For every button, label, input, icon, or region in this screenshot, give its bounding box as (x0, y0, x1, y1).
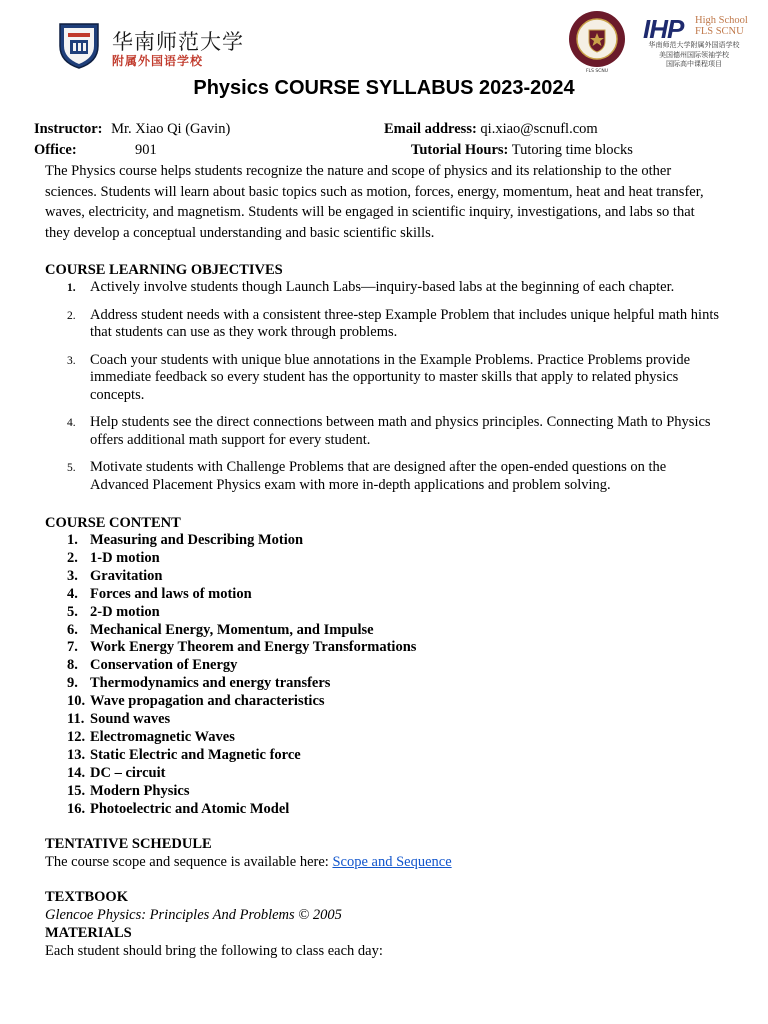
objective-text: Help students see the direct connections between math and physics principles. Connecting Math to Physics offers additional math support for every student. (90, 414, 711, 448)
page-title: Physics COURSE SYLLABUS 2023-2024 (193, 77, 575, 99)
schedule-line (45, 854, 452, 871)
content-text: 1-D motion (90, 549, 160, 566)
content-text: Conservation of Energy (90, 657, 238, 674)
objective-number: 5. (67, 462, 76, 474)
content-text: Gravitation (90, 567, 163, 584)
ihp-logo-side (695, 15, 748, 37)
content-item (45, 550, 416, 568)
content-item (45, 568, 416, 586)
instructor-label: Instructor: (34, 121, 103, 137)
school-sub-cn: 附属外国语学校 (112, 54, 204, 68)
objective-text: Motivate students with Challenge Problems that are designed after the open-ended questions on the Advanced Placement Physics exam with more in-depth applications and problem solving. (90, 459, 667, 493)
materials-heading: MATERIALS (45, 925, 132, 941)
content-item (45, 711, 416, 729)
content-text: Photoelectric and Atomic Model (90, 800, 290, 817)
instructor-line (34, 121, 230, 138)
content-item (45, 532, 416, 550)
schedule-text: The course scope and sequence is available here: (45, 854, 333, 870)
objective-item (45, 279, 725, 297)
objective-item (45, 414, 725, 449)
ihp-cn-line: 国际高中课程项目 (666, 60, 722, 68)
instructor-value: Mr. Xiao Qi (Gavin) (111, 121, 231, 137)
content-item (45, 693, 416, 711)
tutorial-line (411, 142, 633, 159)
content-number: 12. (67, 728, 86, 745)
content-number: 15. (67, 782, 86, 799)
content-number: 4. (67, 585, 78, 602)
content-number: 3. (67, 567, 78, 584)
content-item (45, 765, 416, 783)
content-item (45, 622, 416, 640)
content-number: 13. (67, 746, 86, 763)
objectives-list (45, 279, 725, 504)
ihp-logo-mark: IHP (643, 14, 684, 44)
office-value: 901 (135, 142, 157, 158)
content-heading: COURSE CONTENT (45, 515, 181, 531)
content-text: 2-D motion (90, 603, 160, 620)
ihp-side-line: High School (695, 15, 748, 26)
tutorial-value: Tutoring time blocks (511, 142, 633, 158)
content-text: Modern Physics (90, 782, 190, 799)
content-text: Thermodynamics and energy transfers (90, 675, 331, 692)
content-number: 14. (67, 764, 86, 781)
content-list (45, 532, 416, 819)
content-text: Electromagnetic Waves (90, 728, 235, 745)
objective-number: 2. (67, 309, 76, 322)
ilt-seal-icon (567, 8, 627, 74)
objective-item (45, 352, 725, 405)
objective-item (45, 459, 725, 494)
objective-text: Coach your students with unique blue annotations in the Example Problems. Practice Problems provide immediate feedback so every student has the opportunity to master skills that apply to related physics concepts. (90, 351, 691, 403)
content-text: Mechanical Energy, Momentum, and Impulse (90, 621, 374, 638)
office-line (34, 142, 77, 159)
course-description: The Physics course helps students recognize the nature and scope of physics and its relationship to the other sciences. Students will learn about basic topics such as motion, forces, energy, momentum, heat and heat transfer, waves, electricity, and magnetism. Students will be engaged in scientific inquiry, investigations, and labs so that they develop a conceptual understanding and basic scientific skills. (45, 163, 704, 241)
objective-number: 1. (67, 282, 76, 294)
content-item (45, 747, 416, 765)
materials-text: Each student should bring the following to class each day: (45, 943, 383, 959)
content-text: Forces and laws of motion (90, 585, 252, 602)
content-text: Work Energy Theorem and Energy Transformations (90, 639, 417, 656)
objective-item (45, 307, 725, 342)
content-item (45, 801, 416, 819)
office-label: Office: (34, 142, 77, 158)
scope-sequence-link[interactable]: Scope and Sequence (332, 854, 452, 870)
email-value[interactable]: qi.xiao@scnufl.com (480, 121, 598, 137)
ihp-cn-line: 美国德州国际领袖学校 (659, 50, 729, 59)
schedule-heading: TENTATIVE SCHEDULE (45, 836, 212, 852)
objective-text: Actively involve students though Launch Labs—inquiry-based labs at the beginning of each chapter. (90, 279, 675, 295)
email-line (384, 121, 598, 138)
content-item (45, 639, 416, 657)
school-name-cn: 华南师范大学 (112, 30, 244, 54)
tutorial-label: Tutorial Hours: (411, 142, 509, 158)
school-crest-icon (56, 20, 102, 70)
objective-number: 3. (67, 354, 76, 367)
content-text: DC – circuit (90, 764, 166, 781)
objective-text: Address student needs with a consistent three-step Example Problem that includes unique helpful math hints that students can use as they work through problems. (90, 306, 720, 340)
content-text: Static Electric and Magnetic force (90, 746, 301, 763)
content-number: 7. (67, 639, 78, 656)
objective-number: 4. (67, 417, 76, 429)
textbook-heading: TEXTBOOK (45, 889, 128, 905)
content-item (45, 604, 416, 622)
content-item (45, 729, 416, 747)
content-item (45, 586, 416, 604)
content-number: 6. (67, 621, 78, 638)
content-text: Wave propagation and characteristics (90, 693, 325, 710)
content-number: 16. (67, 800, 86, 817)
content-item (45, 675, 416, 693)
ihp-side-line: FLS SCNU (695, 26, 744, 37)
textbook-title: Glencoe Physics: Principles And Problems © 2005 (45, 907, 342, 923)
ihp-cn-line: 华南师范大学附属外国语学校 (648, 41, 740, 49)
content-number: 5. (67, 603, 78, 620)
content-number: 2. (67, 549, 78, 566)
email-label: Email address: (384, 121, 477, 137)
objectives-heading: COURSE LEARNING OBJECTIVES (45, 262, 283, 278)
content-text: Sound waves (90, 711, 171, 728)
svg-text:FLS SCNU: FLS SCNU (585, 69, 609, 74)
content-item (45, 657, 416, 675)
content-number: 1. (67, 532, 78, 548)
content-item (45, 783, 416, 801)
content-number: 9. (67, 675, 78, 692)
content-number: 8. (67, 657, 78, 674)
content-text: Measuring and Describing Motion (90, 532, 304, 548)
content-number: 11. (67, 711, 85, 728)
content-number: 10. (67, 693, 86, 710)
ihp-logo-cn (643, 41, 745, 70)
